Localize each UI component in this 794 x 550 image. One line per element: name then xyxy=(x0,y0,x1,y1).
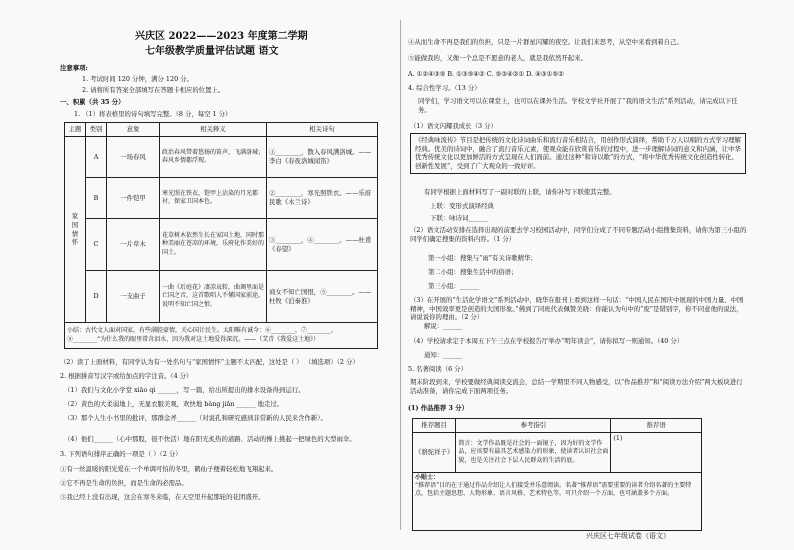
reference-cell: 简言：文学作品既是社会的一面镜子，因为好的文学作品，应该要有最具艺术感染力的形象，使读者认识社会面貌，也是关注社会下层人民群众的生活的底。 xyxy=(456,433,611,473)
q5-part-1: (1) 作品推荐 3 分） xyxy=(408,404,468,412)
recommend-cell[interactable]: (1) xyxy=(611,433,702,473)
q2-item-3[interactable]: （3）那个人生小书里的批评，那群金斧______（对说孔和研究感到非常新的人民来含作新）。 xyxy=(64,414,327,422)
q3-sentence-5: ⑤能做我的，又像一个总是不愿意的老人，就是我依然开起来。 xyxy=(408,54,587,62)
poem-table xyxy=(64,122,378,349)
page-divider xyxy=(400,20,401,530)
task-1-heading: （1）语文闪耀我成长（3 分） xyxy=(410,122,497,130)
task-3: （3）在开展的“生活化学语文”系列活动中，晓华在报刊上看到这样一句话：“中国人民在国庆中展现的中国力量、中国精神，中国效率更是创造的大国形象。”佛到了同班代表佩赞美晓：你能认为句中的“废”是错别字，你不同意他的说法，请说说你的理由。（2 分） xyxy=(410,296,744,322)
poem-cell[interactable]: ②________，寒光照铁衣。——乐府民歌《木兰诗》 xyxy=(267,178,378,219)
table-row xyxy=(65,137,378,178)
task-1-prompt: 有同学根据上面材料写了一副对联的上联，请你补写下联使其完整。 xyxy=(424,188,616,196)
th-recommend: 推荐语 xyxy=(611,419,702,433)
section-heading-1: 一、积累（共 35 分） xyxy=(60,98,125,106)
th-reference: 参考指引 xyxy=(456,419,611,433)
question-1-2: （2）读了上面材料，有同学认为有一处名句与“家国情怀”主题不太匹配，这处是（ ） （填选项）（2 分） xyxy=(60,358,359,366)
cat-cell: B xyxy=(86,178,107,219)
couplet-upper: 上联：变形式演绎经典 xyxy=(430,202,494,210)
theme-cell xyxy=(65,137,86,323)
notice-heading: 注意事项: xyxy=(60,64,88,72)
q5-intro: 期末阶段到来，学校要做经典阅读交流会，总结一学期里不同人物感受，以“作品推荐”和“阅读方法介绍”两大板块进行活动准备，请你完成下面两项任务。 xyxy=(410,378,743,395)
task-2: （2）语文活动安排在选择出现的前要去学习校园活动中，同学们分成了不同专题活动小组搜集资料，请你为第三小组的同学们确定搜集的资料内容。（1 分） xyxy=(410,226,747,243)
th-image: 意象 xyxy=(107,123,160,137)
book-cell: 《骆驼祥子》 xyxy=(413,433,456,473)
tips-row xyxy=(413,473,702,531)
th-category: 类别 xyxy=(86,123,107,137)
cat-cell: C xyxy=(86,219,107,271)
poem-cell[interactable]: 商女不知亡国恨，⑤________。——杜牧《泊秦淮》 xyxy=(267,271,378,323)
q3-sentence-2: ②它不再是生命的负担，而是生命的必需品。 xyxy=(60,479,188,487)
tips-text: “推荐语”目的在于通过作品介绍让人们接受并乐意阅读。名著“推荐语”需要重要的读者介绍名著的主要特点，包括主题思想、人物形象、语言风格、艺术特色等。可只介绍一个方面，也可涵盖多个方面。 xyxy=(415,482,692,498)
tips-heading: 小贴士： xyxy=(415,474,440,481)
explanation-cell: 政治春风带着悠扬的笛声，飞满洛城；春风乡情都浮现。 xyxy=(160,137,267,178)
image-cell: 一场春风 xyxy=(107,137,160,178)
task-4: （4）学校请求定于本周五下午三点在学校报告厅举办“明年读会”，请你拟写一则通知。（40 分） xyxy=(410,337,684,345)
q3-sentence-4: ④从而生命不再是我们的负担，只是一片群星闪耀的夜空。让我们来思考，从空中来看到着自己。 xyxy=(408,38,683,46)
q3-sentence-1: ①有一丝温暖的阳光爱在一个单调可怕的冬里，鹤仙子便着轻松地飞翔起来。 xyxy=(60,465,278,473)
q3-sentence-3: ③我已经上没有出现，这会在寒冬来临，在天空里升起那轮的花团盛开。 xyxy=(60,493,265,501)
q2-item-2[interactable]: （2）黄色的大柔弱地上，无显衣服美观，欢快地 bàng jiǎn ______ 地走过。 xyxy=(64,400,284,408)
image-cell: 一件铠甲 xyxy=(107,178,160,219)
question-3: 3. 下列语句排序正确的一项是（ ）（2 分） xyxy=(60,450,182,458)
th-explanation: 相关释义 xyxy=(160,123,267,137)
explanation-cell: 寒光照在铁衣，铠甲上沾染的月光都衬，保家卫国本色。 xyxy=(160,178,267,219)
summary-cell[interactable]: 小结：古代文人面对国家，有些满腔豪情，关心国计民生。太阳唯有诚今：⑥________，⑦________，⑧________“为什么我的眼里常含泪水，因为我对这土地爱得深沉。——（艾青《我爱这土地》） xyxy=(65,323,378,349)
cat-cell: A xyxy=(86,137,107,178)
explanation-cell: 花草树木依然生长在家国土地，同时那种美丽在苍凉的环境，乐府化作美好的国土。 xyxy=(160,219,267,271)
image-cell: 一支曲子 xyxy=(107,271,160,323)
recommend-table xyxy=(412,418,702,531)
theme-text: 家国情怀 xyxy=(71,212,79,247)
group-2: 第二小组：搜集生活中的俗语； xyxy=(428,268,518,276)
table-row xyxy=(65,271,378,323)
group-1: 第一小组：搜集与“雨”有关诗歌精华； xyxy=(428,254,537,262)
q2-item-4[interactable]: （4）他们______（心中那股，很不快活）地在阳光炙热的道路、活动的操上挑起一把绿色的大型雨伞。 xyxy=(64,435,356,443)
group-3[interactable]: 第三小组：______ xyxy=(428,282,480,290)
th-book: 推荐题目 xyxy=(413,419,456,433)
notice-item-2: 2. 请将所有答案全部填写在答题卡相应的位置上。 xyxy=(82,86,225,94)
poem-cell[interactable]: ③________，④________。——杜甫《春望》 xyxy=(267,219,378,271)
table-row xyxy=(413,433,702,473)
task-3-answer[interactable]: 解说：______ xyxy=(424,322,463,330)
question-5: 5. 名著阅读（6 分） xyxy=(408,365,467,373)
table-row xyxy=(65,178,378,219)
couplet-lower[interactable]: 下联：咏诗词______ xyxy=(430,214,488,222)
q3-options[interactable]: A. ①②④③⑤ B. ①③⑤④② C. ⑤③④②① D. ④③①⑤② xyxy=(408,70,564,78)
q2-item-1[interactable]: （1）我们与文化小学堂 xiāo qì ______，写一篇，给出所提出的排水设备得到运行。 xyxy=(64,386,305,394)
page-footer: 兴庆区七年级试卷（语文） xyxy=(586,532,670,540)
tips-cell xyxy=(413,473,702,531)
question-2: 2. 根据拼音写汉字或给加点的字注音。（4 分） xyxy=(60,372,193,380)
table-summary-row xyxy=(65,323,378,349)
th-poem: 相关诗句 xyxy=(267,123,378,137)
exam-title-line1: 兴庆区 2022——2023 年度第二学期 xyxy=(135,31,308,42)
explanation-cell: 一曲《后庭花》凄凉哀转，曲调里面是亡国之音，这首歌唱人不懂国家前途，说明不知亡国之恨。 xyxy=(160,271,267,323)
exam-title-line2: 七年级教学质量评估试题 语文 xyxy=(145,46,279,57)
notice-item-1: 1. 考试时间 120 分钟，满分 120 分。 xyxy=(82,75,193,83)
image-cell: 一片草木 xyxy=(107,219,160,271)
question-4: 4. 综合性学习。（13 分） xyxy=(408,84,481,92)
task-1-material: 《经典咏流传》节目是把传统的文化诗词曲乐和流行音乐相结合，用创作形式演绎，帮助千万人以唱的方式学习理解经典。优美的诗词中，融合了流行音乐元素，使观众能在欣赏音乐的过程中，进一步理解诗词的意义和内涵，让中华优秀传统文化以更加鲜活的方式呈现在人们面前。通过这种“和诗以歌”的方式，“将中华优秀传统文化创造性转化、创新性发展”，受到了广大观众的一致好评。 xyxy=(410,133,746,174)
cat-cell: D xyxy=(86,271,107,323)
poem-cell[interactable]: ①________，散入春风满洛城。——李白《春夜洛城闻笛》 xyxy=(267,137,378,178)
task-4-answer[interactable]: 通知：______ xyxy=(424,351,463,359)
q4-intro: 同学们，学习语文可以在课堂上，也可以在课外生活。学校文学社开展了“我的语文生活”系列活动，请完成以下任务。 xyxy=(418,97,738,114)
question-1: 1. （1）将表格里的诗句填写完整。（8 分，每空 1 分） xyxy=(74,110,232,118)
th-theme: 主题 xyxy=(65,123,86,137)
table-row xyxy=(65,219,378,271)
